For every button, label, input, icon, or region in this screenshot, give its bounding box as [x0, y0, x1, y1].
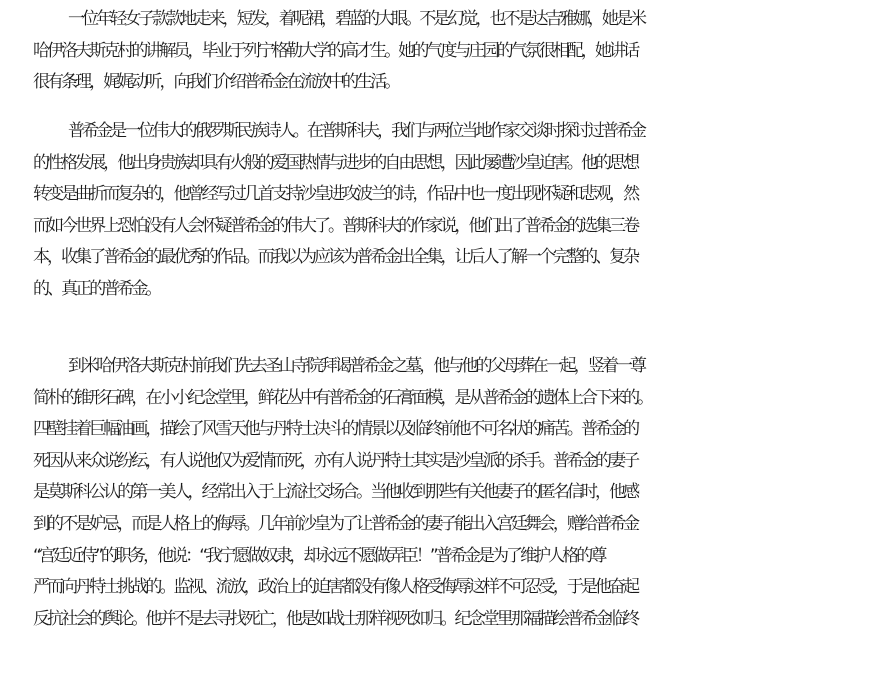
paragraph-2 [33, 116, 873, 306]
paragraph-3 [33, 351, 873, 635]
paragraph-3-line-1: 到米哈伊洛夫斯克村前我们先去圣山寺院拜谒普希金之墓，他与他的父母葬在一起，竖着一尊 [68, 356, 645, 376]
paragraph-3-line-6: 到的不是妒忌，而是人格上的侮辱。几年前沙皇为了让普希金的妻子能出入宫廷舞会，赠给普希金 [33, 513, 638, 534]
paragraph-1-line-2: 哈伊洛夫斯克村的讲解员，毕业于列宁格勒大学的高才生。她的气度与庄园的气氛很相配，她讲话 [33, 40, 638, 61]
paragraph-3-line-3: 四壁挂着巨幅油画，描绘了风雪天他与丹特士决斗的情景以及临终前他不可名状的痛苦。普希金的 [33, 419, 638, 440]
paragraph-1 [33, 4, 873, 99]
paragraph-3-line-7: “宫廷近侍”的职务，他说：“我宁愿做奴隶，却永远不愿做弄臣！”普希金是为了维护人格的尊 [33, 545, 605, 566]
paragraph-3-line-4: 死因从来众说纷纭，有人说他仅为爱情而死，亦有人说丹特士其实是沙皇派的杀手。普希金的妻子 [33, 450, 638, 471]
paragraph-2-line-6: 的、真正的普希金。 [33, 278, 160, 299]
paragraph-3-line-9: 反抗社会的舆论。他并不是去寻找死亡，他是如战士那样视死如归。纪念堂里那福描绘普希金临终 [33, 608, 638, 629]
paragraph-3-line-8: 严而向丹特士挑战的。监视、流放，政治上的迫害都没有像人格受侮辱这样不可忍受，于是他奋起 [33, 577, 638, 598]
paragraph-3-line-2: 简朴的锥形石碑，在小小纪念堂里，鲜花丛中有普希金的石膏面模，是从普希金的遗体上合下来的。 [33, 387, 652, 408]
paragraph-2-line-2: 的性格发展，他出身贵族却具有火般的爱国热情与进步的自由思想，因此屡遭沙皇迫害。他的思想 [33, 152, 638, 173]
paragraph-2-line-1: 普希金是一位伟大的俄罗斯民族诗人。在普斯科夫，我们与两位当地作家交谈时探讨过普希金 [68, 121, 645, 141]
paragraph-1-line-3: 很有条理，娓娓动听，向我们介绍普希金在流放中的生活。 [33, 72, 399, 93]
paragraph-2-line-5: 本，收集了普希金的最优秀的作品。而我以为应该为普希金出全集，让后人了解一个完整的、复杂 [33, 247, 638, 268]
paragraph-1-line-1: 一位年轻女子款款地走来，短发，着呢裙，碧蓝的大眼。不是幻觉，也不是达吉雅娜，她是米 [68, 9, 645, 29]
paragraph-3-line-5: 是莫斯科公认的第一美人，经常出入于上流社交场合。当他收到那些有关他妻子的匿名信时，他感 [33, 482, 638, 503]
paragraph-2-line-3: 转变是曲折而复杂的，他曾经写过几首支持沙皇进攻波兰的诗，作品中也一度出现怀疑和悲观，然 [33, 184, 638, 205]
paragraph-2-line-4: 而如今世界上恐怕没有人会怀疑普希金的伟大了。普斯科夫的作家说，他们出了普希金的选集三卷 [33, 215, 638, 236]
